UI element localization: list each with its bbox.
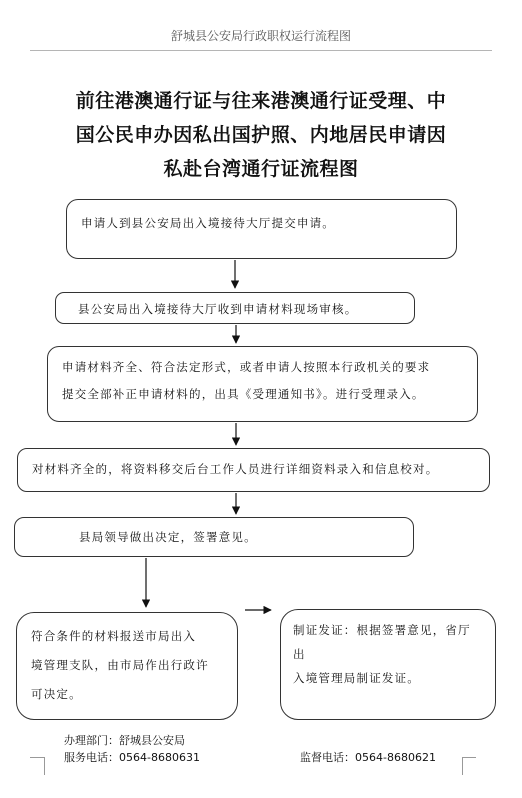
step-text: 符合条件的材料报送市局出入 bbox=[31, 629, 197, 643]
step-text: 境管理支队，由市局作出行政许 bbox=[31, 658, 209, 672]
document-header: 舒城县公安局行政职权运行流程图 bbox=[170, 29, 351, 43]
step-text: 县公安局出入境接待大厅收到申请材料现场审核。 bbox=[78, 302, 358, 316]
step-text: 入境管理局制证发证。 bbox=[293, 671, 420, 685]
corner-mark-right-top bbox=[462, 757, 476, 758]
step-text: 对材料齐全的，将资料移交后台工作人员进行详细资料录入和信息校对。 bbox=[32, 462, 439, 476]
footer-supervise-phone: 监督电话：0564-8680621 bbox=[300, 751, 436, 764]
corner-mark-left-top bbox=[30, 757, 44, 758]
step-text: 申请材料齐全、符合法定形式，或者申请人按照本行政机关的要求 bbox=[62, 360, 431, 374]
step-text: 提交全部补正申请材料的，出具《受理通知书》。进行受理录入。 bbox=[62, 387, 425, 401]
title-line-2: 国公民申办因私出国护照、内地居民申请因 bbox=[75, 124, 447, 146]
footer-service-phone: 服务电话：0564-8680631 bbox=[64, 751, 200, 764]
step-text: 制证发证：根据签署意见，省厅出 bbox=[293, 623, 471, 661]
corner-mark-right bbox=[462, 757, 477, 775]
step-text: 申请人到县公安局出入境接待大厅提交申请。 bbox=[81, 216, 335, 230]
footer-department: 办理部门：舒城县公安局 bbox=[64, 734, 185, 747]
step-text: 可决定。 bbox=[31, 687, 82, 701]
title-line-3: 私赴台湾通行证流程图 bbox=[163, 158, 359, 180]
corner-mark-left bbox=[30, 757, 45, 775]
step-text: 县局领导做出决定，签署意见。 bbox=[79, 530, 257, 544]
title-line-1: 前往港澳通行证与往来港澳通行证受理、中 bbox=[75, 90, 447, 112]
